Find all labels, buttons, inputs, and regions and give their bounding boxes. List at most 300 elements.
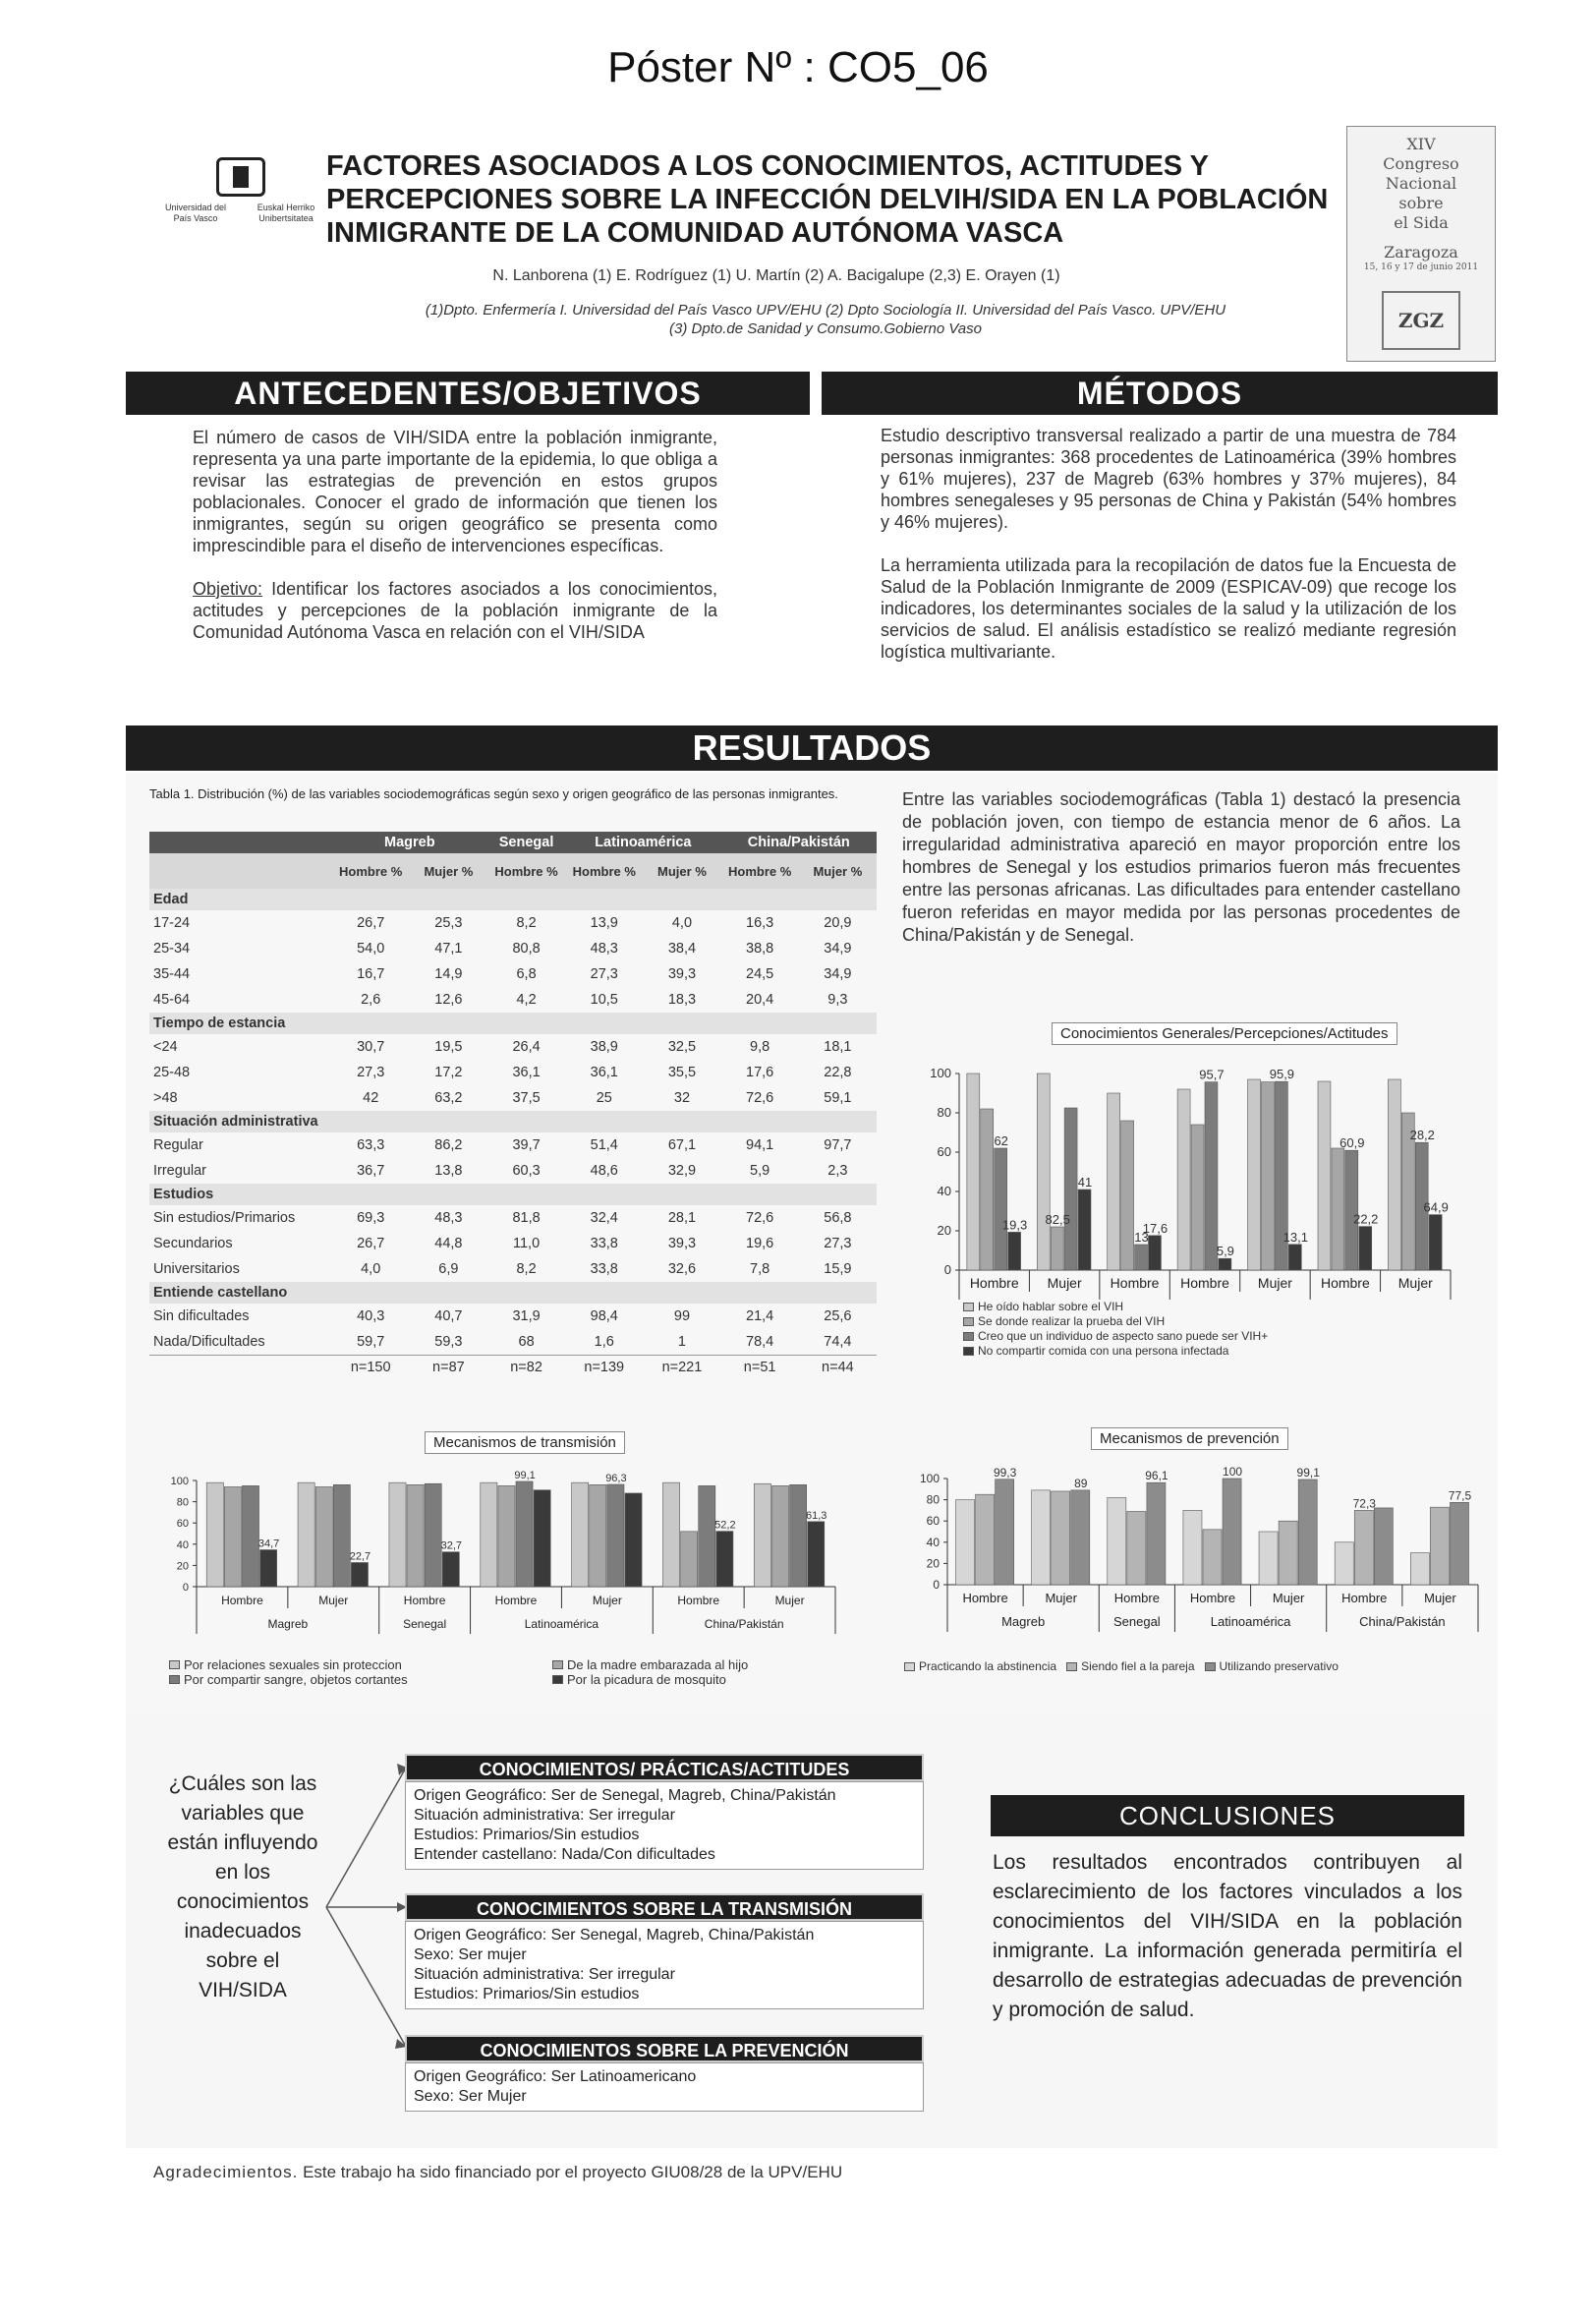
data-label: 22,7: [349, 1550, 371, 1563]
chart-legend: [963, 1300, 1268, 1359]
bar: [1037, 1073, 1050, 1270]
metodos-p2: La herramienta utilizada para la recopilación de datos fue la Encuesta de Salud de la Población Inmigrante de 2009 (ESPICAV-09) que recoge los indicadores, los determinantes sociales de la salud y la utilización de los servicios de salud. El análisis estadístico se realizó mediante regresión logística multivariante.: [881, 555, 1456, 662]
antecedentes-body: [193, 427, 717, 643]
data-label: 100: [1223, 1465, 1243, 1479]
data-label: 64,9: [1423, 1199, 1449, 1215]
data-label: 13,1: [1282, 1229, 1308, 1245]
congress-line-5: el Sida: [1394, 213, 1449, 232]
table-cell: 80,8: [512, 941, 541, 957]
legend-swatch: [169, 1660, 180, 1669]
table-cell: 38,8: [746, 941, 774, 957]
data-label: 28,2: [1409, 1128, 1435, 1143]
objetivo-text: Identificar los factores asociados a los conocimientos, actitudes y percepciones de la población inmigrante de la Comunidad Autónoma Vasca en relación con el VIH/SIDA: [193, 579, 717, 642]
table-row-label: Secundarios: [153, 1236, 233, 1251]
table-row-label: <24: [153, 1039, 178, 1055]
table-cell: 48,3: [590, 941, 618, 957]
university-logo: [157, 157, 324, 224]
bar: [1108, 1093, 1120, 1270]
table-cell: 19,6: [746, 1236, 774, 1251]
x-category-label: Hombre: [1180, 1275, 1229, 1291]
table-cell: 4,0: [671, 915, 693, 931]
y-tick-label: 40: [176, 1538, 189, 1551]
bar: [771, 1485, 788, 1587]
table-group-header: Latinoamérica: [565, 832, 720, 853]
table-cell: 31,9: [512, 1308, 541, 1324]
legend-item: [963, 1344, 1268, 1359]
data-label: 82,5: [1045, 1212, 1070, 1227]
table-row: [149, 1205, 877, 1231]
table-cell: 56,8: [824, 1210, 852, 1226]
chart-conocimientos-generales: [904, 1022, 1474, 1376]
y-tick-label: 80: [176, 1496, 189, 1509]
legend-label: Siendo fiel a la pareja: [1081, 1659, 1195, 1673]
y-tick-label: 0: [943, 1262, 951, 1277]
bar: [351, 1562, 368, 1587]
bar: [1345, 1150, 1358, 1270]
table-cell: 8,2: [516, 915, 537, 931]
bar: [242, 1485, 258, 1587]
panel-line: Origen Geográfico: Ser Latinoamericano: [414, 2068, 697, 2085]
table-corner-cell: [149, 1355, 332, 1380]
table-cell: 39,3: [667, 966, 697, 982]
table-cell: 51,4: [590, 1137, 618, 1153]
bar: [534, 1490, 550, 1587]
legend-label: Por relaciones sexuales sin proteccion: [184, 1657, 402, 1672]
legend-label: He oído hablar sobre el VIH: [978, 1300, 1124, 1313]
table-cell: 26,7: [357, 1236, 385, 1251]
x-group-label: China/Pakistán: [704, 1617, 784, 1631]
legend-label: Utilizando preservativo: [1219, 1659, 1339, 1673]
table-cell: 32: [673, 1090, 691, 1106]
table-cell: 30,7: [357, 1039, 385, 1055]
y-tick-label: 100: [919, 1472, 940, 1485]
bar: [1248, 1079, 1261, 1270]
x-category-label: Mujer: [1047, 1275, 1082, 1291]
panel-body: [405, 1921, 924, 2009]
panel-body: [405, 2062, 924, 2112]
table-cell: 26,7: [357, 915, 385, 931]
table-group-header: Magreb: [332, 832, 487, 853]
table-cell: 5,9: [750, 1163, 770, 1179]
bar: [1318, 1081, 1331, 1270]
table-cell: 74,4: [824, 1333, 852, 1350]
chart-legend: [169, 1657, 867, 1687]
table-cell: 36,1: [590, 1065, 618, 1080]
table-cell: 39,7: [512, 1137, 541, 1153]
table-cell: 67,1: [667, 1137, 697, 1153]
legend-label: Practicando la abstinencia: [919, 1659, 1057, 1673]
table-group-header: Senegal: [487, 832, 565, 853]
upv-ehu-logo-icon: [216, 157, 265, 197]
congress-line-2: Congreso: [1383, 154, 1459, 173]
bar: [1008, 1232, 1021, 1270]
arrow-line-1: [326, 1770, 405, 1907]
panel-conocimientos-practicas: [405, 1754, 924, 1870]
bar: [1108, 1497, 1126, 1585]
bar: [1430, 1507, 1449, 1585]
table-cell: 7,8: [750, 1261, 770, 1277]
table-cell: 68: [518, 1333, 535, 1350]
table-row-label: Sin dificultades: [153, 1308, 250, 1324]
table-cell: 27,3: [357, 1065, 385, 1080]
x-group-label: Latinoamérica: [1210, 1614, 1291, 1629]
table-row: [149, 961, 877, 987]
bar: [1450, 1502, 1468, 1585]
table-row-label: >48: [153, 1090, 178, 1106]
bar: [663, 1482, 680, 1587]
data-label: 61,3: [806, 1509, 827, 1522]
bar: [716, 1532, 733, 1587]
x-category-label: Hombre: [221, 1594, 263, 1607]
data-label: 13: [1134, 1230, 1149, 1245]
table-cell: 9,8: [750, 1039, 770, 1055]
data-label: 22,2: [1353, 1211, 1379, 1227]
bar: [1177, 1089, 1190, 1270]
legend-label: De la madre embarazada al hijo: [567, 1657, 749, 1672]
table-cell: 33,8: [590, 1236, 618, 1251]
conclusiones-text: Los resultados encontrados contribuyen al esclarecimiento de los factores vinculados a los conocimientos del VIH/SIDA en la población inmigrante. La información generada permitiría el desarrollo de estrategias adecuadas de prevención y promoción de salud.: [993, 1851, 1462, 2021]
table-cell: 42: [363, 1090, 379, 1106]
legend-swatch: [552, 1675, 563, 1684]
table-corner-cell: [149, 853, 332, 889]
table-row: [149, 1158, 877, 1184]
table-subheader: Mujer %: [799, 853, 877, 889]
legend-label: Por la picadura de mosquito: [567, 1672, 726, 1687]
data-label: 32,7: [440, 1539, 463, 1552]
bar: [995, 1148, 1007, 1270]
legend-swatch: [1066, 1662, 1077, 1671]
bar: [1183, 1510, 1202, 1585]
table-row-label: Nada/Dificultades: [153, 1333, 265, 1350]
bar: [498, 1485, 515, 1587]
bar: [1429, 1215, 1442, 1270]
legend-label: Creo que un individuo de aspecto sano puede ser VIH+: [978, 1329, 1269, 1343]
legend-label: Se donde realizar la prueba del VIH: [978, 1314, 1166, 1328]
arrow-line-3: [326, 1907, 405, 2045]
x-category-label: Mujer: [1272, 1591, 1305, 1605]
y-tick-label: 60: [937, 1144, 951, 1159]
bar: [1335, 1542, 1353, 1585]
resultados-text: Entre las variables sociodemográficas (Tabla 1) destacó la presencia de población joven, con tiempo de estancia menor de 6 años. La irregularidad administrativa apareció en mayor proporción entre los hombres de Senegal y los estudios primarios fueron más frecuentes entre las personas africanas. Las dificultades para entender castellano fueron referidas en mayor medida por las personas procedentes de China/Pakistán y de Senegal.: [902, 789, 1460, 945]
bar: [1205, 1082, 1218, 1270]
table-cell: 11,0: [513, 1236, 541, 1251]
table-row-label: 25-34: [153, 941, 191, 957]
congress-roman: XIV: [1406, 135, 1436, 153]
y-tick-label: 80: [926, 1492, 940, 1507]
table-cell: 36,7: [357, 1163, 385, 1179]
table-cell: 14,9: [434, 966, 463, 982]
table-cell: 26,4: [512, 1039, 541, 1055]
bar: [481, 1482, 497, 1587]
y-tick-label: 100: [170, 1476, 189, 1487]
legend-item: [169, 1657, 552, 1672]
y-tick-label: 0: [182, 1582, 189, 1594]
antecedentes-p1: El número de casos de VIH/SIDA entre la población inmigrante, representa ya una parte importante de la epidemia, lo que obliga a revisar las estrategias de prevención en estos grupos poblacionales. Conocer el grado de información que tienen los inmigrantes, según su origen geográfico se presenta como imprescindible para el diseño de intervenciones específicas.: [193, 428, 717, 555]
metodos-body: [881, 425, 1456, 663]
data-label: 60,9: [1340, 1135, 1365, 1151]
table-subheader: Hombre %: [332, 853, 410, 889]
table-cell: 63,2: [434, 1090, 463, 1106]
affiliations: [295, 301, 1356, 338]
bar: [224, 1486, 241, 1587]
table-cell: 33,8: [590, 1261, 618, 1277]
x-category-label: Hombre: [403, 1594, 446, 1607]
bar: [389, 1482, 406, 1587]
table-cell: 81,8: [512, 1210, 541, 1226]
bar: [1298, 1480, 1317, 1585]
table-row-label: 17-24: [153, 915, 191, 931]
table-cell: 44,8: [434, 1236, 463, 1251]
table-group-header: China/Pakistán: [721, 832, 877, 853]
bar: [1147, 1482, 1166, 1585]
congress-line-4: sobre: [1398, 194, 1444, 212]
y-tick-label: 0: [933, 1578, 940, 1592]
affiliation-line-2: (3) Dpto.de Sanidad y Consumo.Gobierno Vaso: [669, 320, 982, 337]
table-section-label: Tiempo de estancia: [149, 1013, 877, 1034]
table-cell: 97,7: [824, 1137, 852, 1153]
bar: [1052, 1491, 1070, 1585]
chart-legend: [904, 1659, 1339, 1674]
bar: [298, 1482, 314, 1587]
table-cell: 6,8: [516, 966, 537, 982]
table-cell: 36,1: [512, 1065, 541, 1080]
table-row: [149, 1304, 877, 1329]
table-n-row: [149, 1355, 877, 1380]
bar: [1374, 1508, 1393, 1585]
y-tick-label: 100: [930, 1066, 951, 1080]
data-label: 99,3: [993, 1465, 1017, 1480]
legend-item: [904, 1659, 1056, 1674]
x-category-label: Hombre: [1320, 1275, 1370, 1291]
legend-item: [169, 1672, 552, 1687]
table-row: [149, 910, 877, 936]
chart-svg: [149, 1431, 877, 1657]
bar: [333, 1484, 350, 1587]
y-tick-label: 20: [176, 1560, 189, 1573]
legend-swatch: [552, 1660, 563, 1669]
bar: [1149, 1236, 1162, 1270]
table-cell: 15,9: [824, 1261, 852, 1277]
legend-label: No compartir comida con una persona infectada: [978, 1344, 1229, 1358]
y-tick-label: 40: [937, 1184, 951, 1198]
chart-mecanismos-prevencion: [904, 1427, 1494, 1693]
x-category-label: Mujer: [1424, 1591, 1456, 1605]
table-cell: 86,2: [434, 1137, 463, 1153]
table-cell: 59,1: [824, 1090, 852, 1106]
data-label: 72,3: [1352, 1496, 1376, 1511]
table-cell: 59,3: [434, 1333, 463, 1350]
x-group-label: Magreb: [267, 1617, 309, 1631]
table-row-label: 35-44: [153, 966, 191, 982]
table-subheader: Mujer %: [643, 853, 720, 889]
bar: [681, 1532, 698, 1587]
bar: [1071, 1490, 1090, 1585]
table-cell: 63,3: [357, 1137, 385, 1153]
table-cell: 13,9: [590, 915, 618, 931]
question-text: ¿Cuáles son las variables que están influyendo en los conocimientos inadecuados sobre el VIH/SIDA: [167, 1772, 318, 2002]
legend-item: [963, 1300, 1268, 1314]
data-label: 17,6: [1142, 1220, 1168, 1236]
y-tick-label: 20: [926, 1556, 940, 1571]
bar: [315, 1486, 332, 1587]
x-category-label: Hombre: [1110, 1275, 1160, 1291]
table-cell: 38,4: [667, 941, 697, 957]
legend-item: [1066, 1659, 1194, 1674]
legend-item: [552, 1657, 867, 1672]
table-cell: 32,5: [667, 1039, 697, 1055]
panel-conocimientos-transmision: [405, 1893, 924, 2009]
data-label: 96,1: [1145, 1469, 1168, 1483]
x-category-label: Hombre: [969, 1275, 1019, 1291]
bar: [1279, 1521, 1297, 1585]
x-category-label: Mujer: [318, 1594, 349, 1607]
table-cell: 20,4: [746, 992, 774, 1008]
table-row: [149, 936, 877, 961]
panel-body: [405, 1781, 924, 1870]
x-group-label: Senegal: [403, 1617, 447, 1631]
table-cell: 20,9: [824, 915, 852, 931]
data-label: 95,9: [1269, 1067, 1295, 1082]
chart-svg: [904, 1427, 1494, 1659]
panel-line: Origen Geográfico: Ser de Senegal, Magreb, China/Pakistán: [414, 1787, 836, 1804]
x-category-label: Mujer: [1045, 1591, 1077, 1605]
data-label: 41: [1077, 1175, 1093, 1190]
metodos-p1: Estudio descriptivo transversal realizado a partir de una muestra de 784 personas inmigrantes: 368 procedentes de Latinoamérica (39% hombres y 61% mujeres), 237 de Magreb (63% hombres y 37% mujeres), 84 hombres senegaleses y 95 personas de China y Pakistán (54% hombres y 46% mujeres).: [881, 426, 1456, 532]
table-cell: 19,5: [434, 1039, 463, 1055]
bar: [1032, 1490, 1051, 1585]
table-cell: 32,4: [590, 1210, 618, 1226]
congress-city: Zaragoza: [1384, 243, 1458, 261]
table-cell: 40,3: [357, 1308, 385, 1324]
table-subheader: Hombre %: [487, 853, 565, 889]
legend-item: [552, 1672, 867, 1687]
table-cell: 21,4: [746, 1308, 774, 1324]
y-tick-label: 60: [926, 1514, 940, 1529]
table-cell: 72,6: [746, 1090, 774, 1106]
objetivo-label: Objetivo:: [193, 579, 263, 599]
bar: [425, 1483, 441, 1587]
logo-text-eu: Euskal Herriko Unibertsitatea: [256, 203, 315, 223]
table-subheader-row: [149, 853, 877, 889]
table-cell: 10,5: [590, 992, 618, 1008]
table-cell: 25,6: [824, 1308, 852, 1324]
bar: [790, 1484, 807, 1587]
sociodemographic-table: [149, 832, 877, 1380]
bar: [260, 1550, 277, 1587]
ack-text: Este trabajo ha sido financiado por el proyecto GIU08/28 de la UPV/EHU: [298, 2163, 843, 2181]
x-category-label: Hombre: [962, 1591, 1008, 1605]
data-label: 95,7: [1199, 1067, 1225, 1082]
bar: [590, 1484, 606, 1587]
y-tick-label: 80: [937, 1105, 951, 1120]
y-tick-label: 20: [937, 1223, 951, 1238]
panel-line: Situación administrativa: Ser irregular: [414, 1807, 675, 1824]
table-cell: 24,5: [746, 966, 774, 982]
table-row: [149, 1132, 877, 1158]
connector-arrows: [324, 1750, 413, 2074]
x-group-label: [1334, 1299, 1426, 1300]
panel-title: CONOCIMIENTOS/ PRÁCTICAS/ACTITUDES: [405, 1754, 924, 1781]
table-section-label: Entiende castellano: [149, 1282, 877, 1304]
table-row-label: 45-64: [153, 992, 191, 1008]
bar: [1388, 1079, 1400, 1270]
conclusiones-header: CONCLUSIONES: [991, 1795, 1464, 1836]
bar: [754, 1483, 770, 1587]
table-cell: 94,1: [746, 1137, 774, 1153]
bar: [516, 1481, 533, 1587]
antecedentes-header: ANTECEDENTES/OBJETIVOS: [126, 372, 810, 415]
objetivo-paragraph: [193, 578, 717, 643]
bar: [1410, 1553, 1429, 1585]
x-category-label: Hombre: [494, 1594, 538, 1607]
table-subheader: Hombre %: [565, 853, 643, 889]
bar: [572, 1482, 589, 1587]
panel-line: Origen Geográfico: Ser Senegal, Magreb, China/Pakistán: [414, 1927, 815, 1944]
zgz-logo-icon: ZGZ: [1382, 291, 1460, 350]
chart-title: Mecanismos de transmisión: [425, 1431, 625, 1454]
x-category-label: Hombre: [1341, 1591, 1388, 1605]
x-category-label: Mujer: [592, 1594, 622, 1607]
table-cell: 98,4: [590, 1308, 618, 1324]
table-cell: 17,2: [434, 1065, 463, 1080]
x-category-label: Mujer: [1257, 1275, 1292, 1291]
congress-dates: 15, 16 y 17 de junio 2011: [1363, 262, 1479, 272]
table-section-row: [149, 1282, 877, 1304]
table-row: [149, 1231, 877, 1256]
data-label: 99,1: [1296, 1465, 1320, 1480]
y-tick-label: 60: [176, 1518, 189, 1531]
table-subheader: Hombre %: [721, 853, 799, 889]
chart-title: Mecanismos de prevención: [1091, 1427, 1288, 1450]
data-label: 62: [994, 1133, 1008, 1148]
panel-line: Situación administrativa: Ser irregular: [414, 1966, 675, 1983]
bar: [607, 1484, 624, 1587]
table-row: [149, 1085, 877, 1111]
table-cell: 22,8: [824, 1065, 852, 1080]
table-cell: 25,3: [434, 915, 463, 931]
bar: [1078, 1190, 1091, 1270]
x-category-label: Hombre: [677, 1594, 720, 1607]
bar: [1354, 1510, 1373, 1585]
table-cell: 34,9: [824, 941, 852, 957]
bar: [1332, 1148, 1344, 1270]
table-n-cell: n=44: [799, 1355, 877, 1380]
ack-label: Agradecimientos.: [153, 2163, 299, 2181]
logo-text-es: Universidad del País Vasco: [164, 203, 227, 223]
legend-swatch: [963, 1332, 974, 1341]
legend-label: Por compartir sangre, objetos cortantes: [184, 1672, 408, 1687]
table-cell: 18,1: [824, 1039, 852, 1055]
bar: [407, 1484, 424, 1587]
table-cell: 8,2: [516, 1261, 537, 1277]
table-caption: Tabla 1. Distribución (%) de las variables sociodemográficas según sexo y origen geográfico de las personas inmigrantes.: [149, 786, 838, 801]
panel-line: Estudios: Primarios/Sin estudios: [414, 1827, 640, 1843]
table-section-row: [149, 1013, 877, 1034]
bar: [955, 1500, 974, 1585]
data-label: 19,3: [1001, 1217, 1028, 1233]
table-row: [149, 1256, 877, 1282]
x-group-label: Senegal: [1112, 1614, 1161, 1629]
x-group-label: Magreb: [1001, 1614, 1046, 1629]
table-cell: 17,6: [746, 1065, 774, 1080]
metodos-header: MÉTODOS: [822, 372, 1498, 415]
legend-item: [963, 1314, 1268, 1329]
legend-item: [1205, 1659, 1339, 1674]
table-row-label: Sin estudios/Primarios: [153, 1210, 296, 1226]
table-row: [149, 1060, 877, 1085]
bar: [625, 1493, 642, 1587]
panel-line: Estudios: Primarios/Sin estudios: [414, 1986, 640, 2002]
